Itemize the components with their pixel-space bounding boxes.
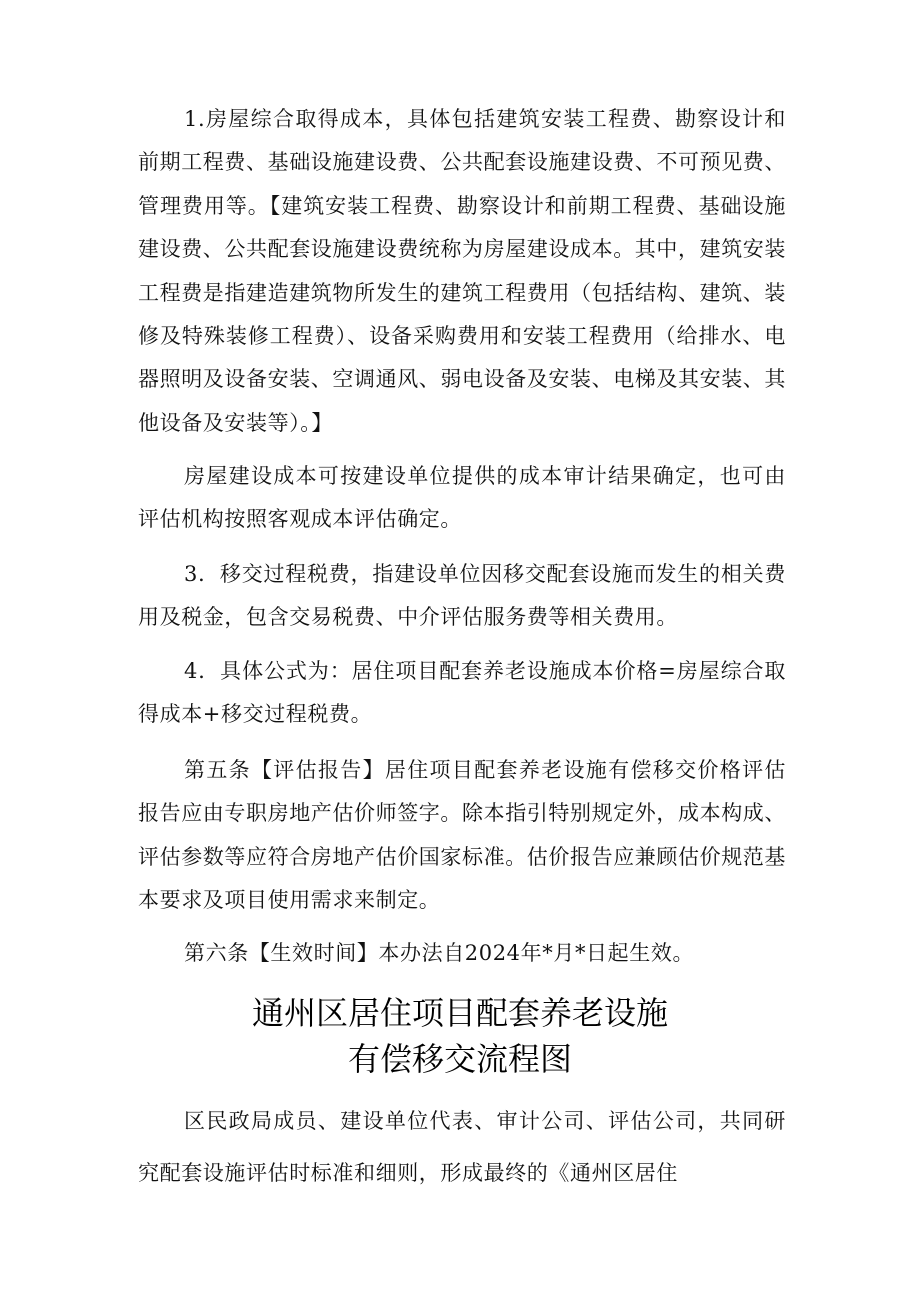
flowchart-title-line-2: 有偿移交流程图 — [347, 1040, 572, 1078]
paragraph-formula: 4．具体公式为：居住项目配套养老设施成本价格=房屋综合取得成本+移交过程税费。 — [138, 659, 786, 727]
paragraph-article-5: 第五条【评估报告】居住项目配套养老设施有偿移交价格评估报告应由专职房地产估价师签字。除本指引特别规定外，成本构成、评估参数等应符合房地产估价国家标准。估价报告应兼顾估价规范基本要求及项目使用需求来制定。 — [138, 758, 786, 913]
paragraph-article-6: 第六条【生效时间】本办法自2024年*月*日起生效。 — [184, 941, 695, 965]
flowchart-title — [120, 990, 800, 1082]
paragraph-house-cost: 1.房屋综合取得成本，具体包括建筑安装工程费、勘察设计和前期工程费、基础设施建设费、公共配套设施建设费、不可预见费、管理费用等。【建筑安装工程费、勘察设计和前期工程费、基础设施建设费、公共配套设施建设费统称为房屋建设成本。其中，建筑安装工程费是指建造建筑物所发生的建筑工程费用（包括结构、建筑、装修及特殊装修工程费）、设备采购费用和安装工程费用（给排水、电器照明及设备安装、空调通风、弱电设备及安装、电梯及其安装、其他设备及安装等）。】 — [138, 107, 786, 435]
paragraph-construction-cost: 房屋建设成本可按建设单位提供的成本审计结果确定，也可由评估机构按照客观成本评估确定。 — [138, 464, 786, 532]
flowchart-title-line-1: 通州区居住项目配套养老设施 — [251, 994, 668, 1032]
paragraph-transfer-tax: 3．移交过程税费，指建设单位因移交配套设施而发生的相关费用及税金，包含交易税费、中介评估服务费等相关费用。 — [138, 562, 786, 630]
paragraph-flow-intro: 区民政局成员、建设单位代表、审计公司、评估公司，共同研究配套设施评估时标准和细则，形成最终的《通州区居住 — [138, 1109, 786, 1185]
